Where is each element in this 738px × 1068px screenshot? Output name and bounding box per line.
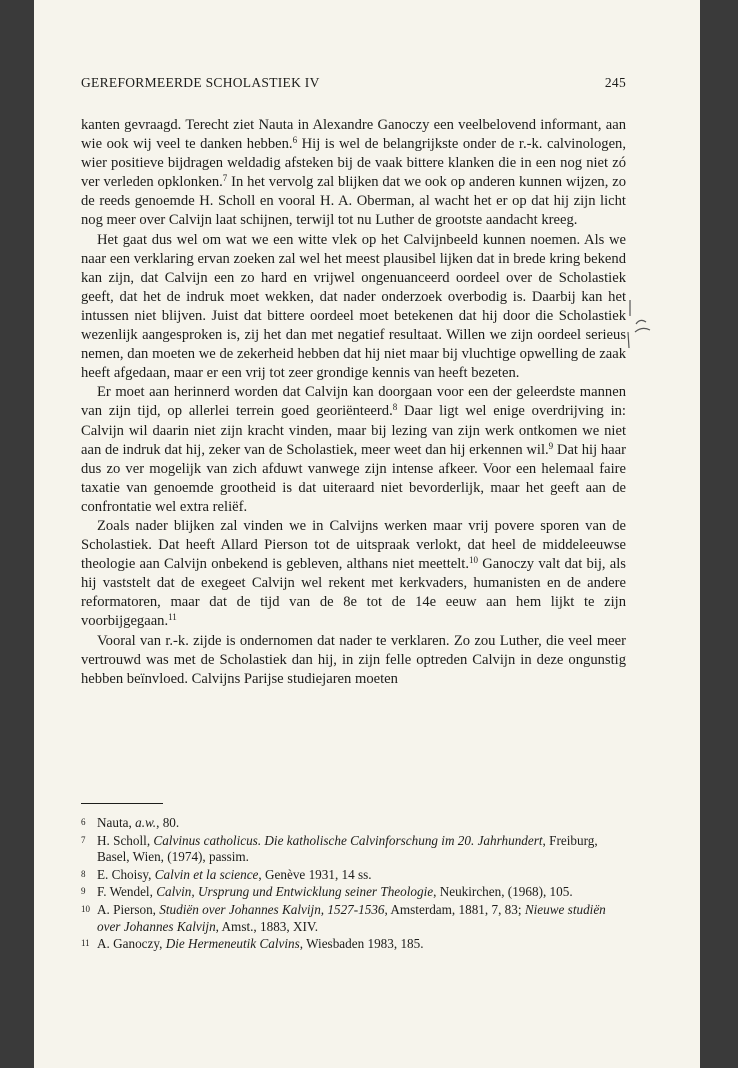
running-title: GEREFORMEERDE SCHOLASTIEK IV <box>81 75 320 90</box>
handwritten-margin-mark <box>626 296 656 356</box>
book-page <box>34 0 700 1068</box>
page-number: 245 <box>604 75 626 90</box>
footnote: 8 E. Choisy, Calvin et la science, Genève 1931, 14 ss. <box>81 866 372 882</box>
footnote: 11 A. Ganoczy, Die Hermeneutik Calvins, Wiesbaden 1983, 185. <box>81 936 424 952</box>
footnote: 6 Nauta, a.w., 80. <box>81 815 180 830</box>
paragraph: Zoals nader blijken zal vinden we in Calvijns werken maar vrij povere sporen van de Scholastiek. Dat heeft Allard Pierson tot de uitspraak verlokt, dat heel de middeleeuwse theologie aan Calvijn onbekend is gebleven, althans niet meettelt.$^{10}$ Ganoczy valt dat bij, als hij vaststelt dat de exegeet Calvijn wel rekent met kerkvaders, humanisten en de andere reformatoren, maar dat de tijd van de 8e tot de 14e eeuw aan hem lijkt te zijn voorbijgegaan.$^{11}$ <box>81 517 626 630</box>
footnote: 9 F. Wendel, Calvin, Ursprung und Entwicklung seiner Theologie, Neukirchen, (1968), 105. <box>81 884 573 900</box>
footnote-divider <box>81 803 163 804</box>
body-text <box>81 116 626 689</box>
paragraph: kanten gevraagd. Terecht ziet Nauta in Alexandre Ganoczy een veelbelovend informant, aan wie ook wij veel te danken hebben.$^6$ Hij is wel de belangrijkste onder de r.-k. calvinologen, wier positieve bijdragen weldadig afsteken bij de vaak bittere klanken die in een nog niet zó ver verleden opklonken.$^7$ In het vervolg zal blijken dat we ook op anderen kunnen wijzen, zo de reeds genoemde H. Scholl en vooral H. A. Oberman, al wacht het er op dat hij zijn licht nog meer over Calvijn laat schijnen, terwijl tot nu Luther de grootste aandacht kreeg. <box>81 117 626 229</box>
paragraph: Er moet aan herinnerd worden dat Calvijn kan doorgaan voor een der geleerdste mannen van zijn tijd, op allerlei terrein goed georiënteerd.$^8$ Daar ligt wel enige overdrijving in: Calvijn wil daarin niet zijn kracht vinden, maar bij lezing van zijn werk ontkomen we niet aan de indruk dat hij, zeker van de Scholastiek, meer weet dan hij erkennen wil.$^9$ Dat hij haar dus zo ver mogelijk van zich afduwt vanwege zijn intense afkeer. Voor een helemaal faire taxatie van genoemde grootheid is dat uiteraard niet bevorderlijk, maar het geeft aan de confrontatie wel extra reliëf. <box>81 384 626 515</box>
paragraph: Het gaat dus wel om wat we een witte vlek op het Calvijnbeeld kunnen noemen. Als we naar een verklaring ervan zoeken zal wel het meest plausibel lijken dat in brede kring bekend kan zijn, dat Calvijn een zo hard en vrijwel ongenuanceerd oordeel over de Scholastiek geeft, dat het de indruk moet wekken, dat nader onderzoek overbodig is. Daarbij kan het intussen niet blijven. Juist dat bittere oordeel moet betekenen dat hij door die Scholastiek wezenlijk aangesproken is, zij het dan met negatief resultaat. Willen we zijn oordeel serieus nemen, dan moeten we de zekerheid hebben dat hij niet maar bij vluchtige opwelling de zaak heeft afgedaan, maar er een vrij tot zeer grondige kennis van heeft bezeten. <box>81 231 626 382</box>
footnotes <box>81 814 626 953</box>
paragraph: Vooral van r.-k. zijde is ondernomen dat nader te verklaren. Zo zou Luther, die veel meer vertrouwd was met de Scholastiek dan hij, in zijn felle optreden Calvijn in deze ongunstig hebben beïnvloed. Calvijns Parijse studiejaren moeten <box>81 632 626 687</box>
footnote: 10 A. Pierson, Studiën over Johannes Kalvijn, 1527-1536, Amsterdam, 1881, 7, 83; Nieuwe studiën over Johannes Kalvijn, Amst., 1883, XIV. <box>81 901 606 934</box>
footnote: 7 H. Scholl, Calvinus catholicus. Die katholische Calvinforschung im 20. Jahrhundert, Freiburg, Basel, Wien, (1974), passim. <box>81 832 598 865</box>
